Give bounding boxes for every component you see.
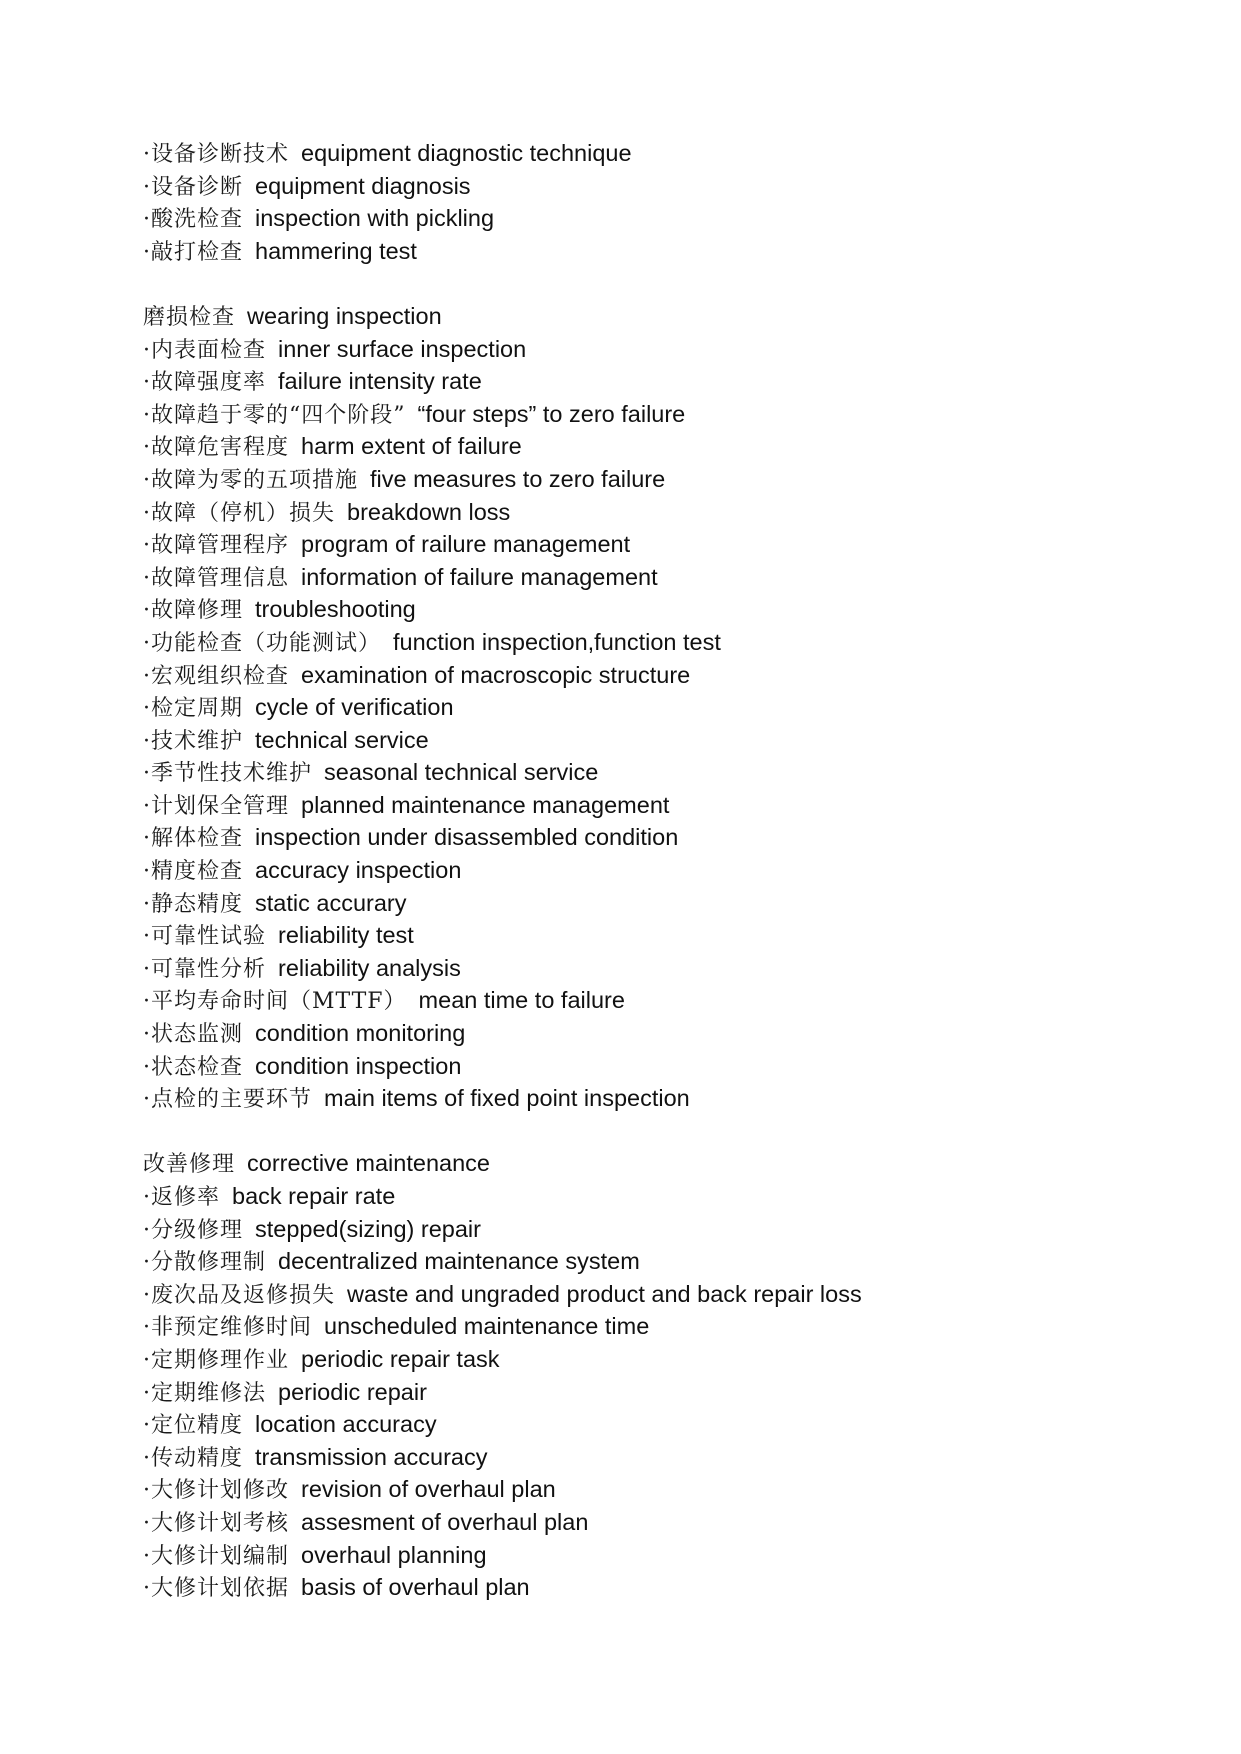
chinese-term: ·可靠性分析 <box>143 956 266 982</box>
glossary-entry <box>143 1180 1203 1213</box>
english-term: inner surface inspection <box>278 335 527 362</box>
english-term: harm extent of failure <box>301 433 522 460</box>
chinese-term: ·故障危害程度 <box>143 435 289 461</box>
glossary-entry <box>143 463 1203 496</box>
chinese-term: ·返修率 <box>143 1185 220 1210</box>
chinese-term: ·大修计划编制 <box>143 1543 289 1569</box>
glossary-entry <box>143 137 1203 170</box>
english-term: decentralized maintenance system <box>278 1248 640 1275</box>
glossary-entry <box>143 398 1203 431</box>
glossary-entry <box>143 919 1203 952</box>
glossary-entry <box>143 724 1203 757</box>
english-term: unscheduled maintenance time <box>324 1313 650 1340</box>
glossary-entry <box>143 1082 1203 1115</box>
chinese-term: ·传动精度 <box>143 1445 243 1471</box>
chinese-term: ·故障为零的五项措施 <box>143 467 358 493</box>
glossary-entry <box>143 1343 1203 1376</box>
chinese-term: ·定期维修法 <box>143 1380 266 1406</box>
english-term: waste and ungraded product and back repair loss <box>347 1280 862 1307</box>
glossary-entry <box>143 1050 1203 1083</box>
glossary-entry <box>143 300 1203 333</box>
glossary-entry <box>143 1539 1203 1572</box>
english-term: back repair rate <box>232 1183 396 1209</box>
chinese-term: ·技术维护 <box>143 728 243 754</box>
chinese-term: ·分散修理制 <box>143 1250 266 1276</box>
english-term: overhaul planning <box>301 1541 487 1568</box>
chinese-term: ·设备诊断技术 <box>143 142 289 167</box>
english-term: stepped(sizing) repair <box>255 1215 481 1242</box>
chinese-term: ·静态精度 <box>143 891 243 917</box>
chinese-term: ·解体检查 <box>143 826 243 852</box>
glossary-entry <box>143 1310 1203 1343</box>
chinese-term: ·故障修理 <box>143 598 243 624</box>
term-group <box>143 300 1203 1115</box>
english-term: breakdown loss <box>347 498 511 525</box>
chinese-term: ·故障（停机）损失 <box>143 500 335 526</box>
english-term: location accuracy <box>255 1411 437 1438</box>
chinese-term: ·故障管理信息 <box>143 565 289 591</box>
glossary-entry <box>143 1571 1203 1604</box>
glossary-entry <box>143 952 1203 985</box>
english-term: “four steps” to zero failure <box>417 400 686 427</box>
chinese-term: ·内表面检查 <box>143 337 266 363</box>
english-term: main items of fixed point inspection <box>324 1085 690 1112</box>
glossary-entry <box>143 626 1203 659</box>
english-term: function inspection,function test <box>393 628 721 655</box>
chinese-term: ·设备诊断 <box>143 174 243 200</box>
glossary-entry <box>143 756 1203 789</box>
chinese-term: ·非预定维修时间 <box>143 1315 312 1341</box>
chinese-term: ·状态监测 <box>143 1022 243 1048</box>
glossary-entry <box>143 984 1203 1017</box>
glossary-entry <box>143 1245 1203 1278</box>
english-term: reliability analysis <box>278 954 461 981</box>
english-term: periodic repair <box>278 1378 427 1405</box>
english-term: accuracy inspection <box>255 857 462 884</box>
glossary-page <box>143 137 1203 1604</box>
glossary-entry <box>143 1473 1203 1506</box>
chinese-term: ·点检的主要环节 <box>143 1087 312 1113</box>
english-term: technical service <box>255 726 429 753</box>
chinese-term: ·酸洗检查 <box>143 207 243 233</box>
chinese-term: ·宏观组织检查 <box>143 663 289 689</box>
english-term: assesment of overhaul plan <box>301 1508 589 1535</box>
glossary-entry <box>143 1506 1203 1539</box>
chinese-term: 改善修理 <box>143 1152 236 1178</box>
english-term: hammering test <box>255 237 417 264</box>
glossary-entry <box>143 1441 1203 1474</box>
chinese-term: ·故障趋于零的“四个阶段” <box>143 402 406 428</box>
chinese-term: ·季节性技术维护 <box>143 761 312 787</box>
english-term: five measures to zero failure <box>370 465 666 492</box>
glossary-entry <box>143 1376 1203 1409</box>
chinese-term: ·平均寿命时间（MTTF） <box>143 989 407 1015</box>
glossary-entry <box>143 333 1203 366</box>
chinese-term: ·状态检查 <box>143 1054 243 1080</box>
glossary-entry <box>143 1147 1203 1180</box>
english-term: failure intensity rate <box>278 368 482 395</box>
glossary-entry <box>143 528 1203 561</box>
chinese-term: ·检定周期 <box>143 696 243 722</box>
english-term: static accurary <box>255 889 407 916</box>
english-term: troubleshooting <box>255 596 416 623</box>
english-term: condition monitoring <box>255 1020 466 1047</box>
glossary-entry <box>143 430 1203 463</box>
chinese-term: ·定期修理作业 <box>143 1347 289 1373</box>
chinese-term: ·可靠性试验 <box>143 924 266 950</box>
glossary-entry <box>143 659 1203 692</box>
english-term: program of railure management <box>301 531 631 558</box>
english-term: revision of overhaul plan <box>301 1476 556 1503</box>
english-term: equipment diagnosis <box>255 172 471 199</box>
english-term: information of failure management <box>301 563 658 590</box>
chinese-term: ·大修计划依据 <box>143 1576 289 1602</box>
chinese-term: ·计划保全管理 <box>143 793 289 819</box>
chinese-term: ·敲打检查 <box>143 239 243 265</box>
english-term: cycle of verification <box>255 694 454 721</box>
glossary-entry <box>143 1213 1203 1246</box>
english-term: seasonal technical service <box>324 759 599 786</box>
glossary-entry <box>143 365 1203 398</box>
glossary-entry <box>143 561 1203 594</box>
glossary-entry <box>143 854 1203 887</box>
chinese-term: ·大修计划考核 <box>143 1510 289 1536</box>
english-term: transmission accuracy <box>255 1443 488 1470</box>
english-term: corrective maintenance <box>247 1150 490 1177</box>
chinese-term: ·废次品及返修损失 <box>143 1282 335 1308</box>
english-term: planned maintenance management <box>301 791 670 818</box>
english-term: basis of overhaul plan <box>301 1574 530 1601</box>
glossary-entry <box>143 821 1203 854</box>
glossary-entry <box>143 691 1203 724</box>
chinese-term: ·精度检查 <box>143 859 243 885</box>
glossary-entry <box>143 789 1203 822</box>
glossary-entry <box>143 1278 1203 1311</box>
english-term: periodic repair task <box>301 1345 500 1372</box>
glossary-entry <box>143 170 1203 203</box>
chinese-term: ·大修计划修改 <box>143 1478 289 1504</box>
glossary-entry <box>143 593 1203 626</box>
english-term: reliability test <box>278 922 414 949</box>
english-term: wearing inspection <box>247 302 442 329</box>
english-term: inspection under disassembled condition <box>255 824 679 851</box>
chinese-term: ·分级修理 <box>143 1217 243 1243</box>
glossary-entry <box>143 235 1203 268</box>
english-term: condition inspection <box>255 1052 462 1079</box>
english-term: mean time to failure <box>418 987 625 1014</box>
glossary-entry <box>143 496 1203 529</box>
chinese-term: ·故障强度率 <box>143 370 266 396</box>
glossary-entry <box>143 887 1203 920</box>
glossary-entry <box>143 1408 1203 1441</box>
english-term: inspection with pickling <box>255 205 495 232</box>
term-group <box>143 1147 1203 1603</box>
english-term: examination of macroscopic structure <box>301 661 691 688</box>
glossary-entry <box>143 1017 1203 1050</box>
term-group <box>143 137 1203 267</box>
chinese-term: ·故障管理程序 <box>143 533 289 559</box>
english-term: equipment diagnostic technique <box>301 140 632 166</box>
chinese-term: 磨损检查 <box>143 304 236 330</box>
chinese-term: ·功能检查（功能测试） <box>143 630 381 656</box>
chinese-term: ·定位精度 <box>143 1413 243 1439</box>
glossary-entry <box>143 202 1203 235</box>
